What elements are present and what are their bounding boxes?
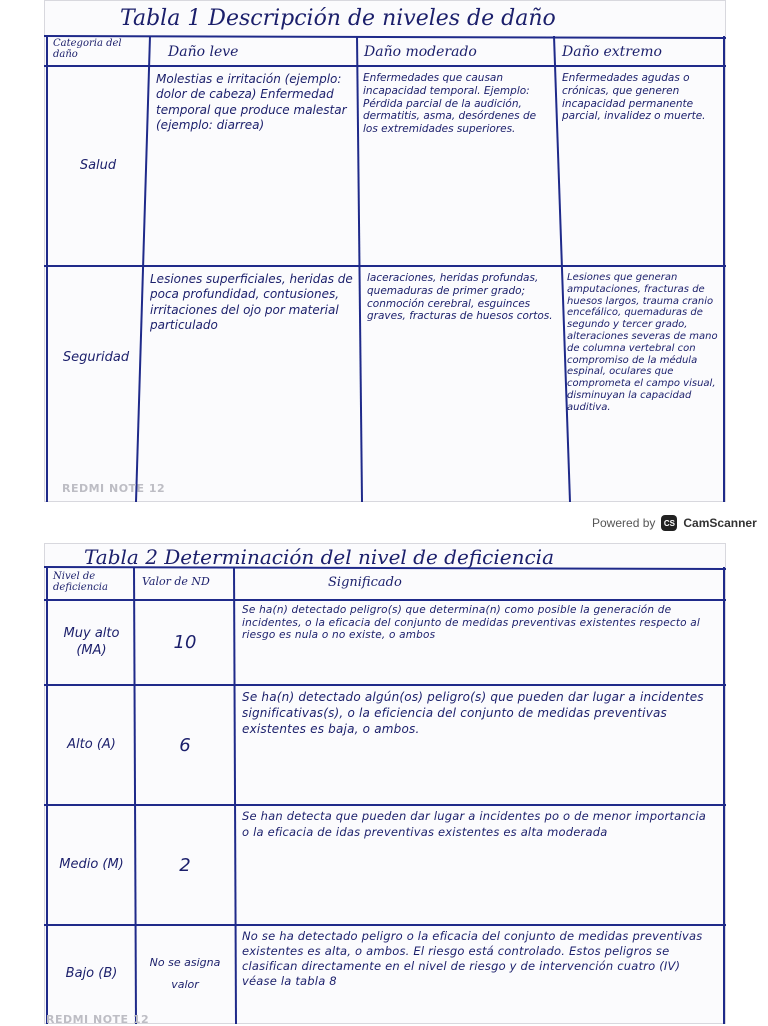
header-dano-moderado: Daño moderado: [364, 44, 477, 60]
camscanner-badge: [592, 511, 757, 535]
level-muy-alto: Muy alto (MA): [63, 626, 120, 658]
seguridad-leve: Lesiones superficiales, heridas de poca profundidad, contusiones, irritaciones del ojo por material particulado: [150, 272, 353, 333]
seguridad-moderado: laceraciones, heridas profundas, quemaduras de primer grado; conmoción cerebral, esguinces graves, fracturas de huesos cortos.: [367, 272, 553, 323]
level-alto: Alto (A): [67, 737, 116, 753]
header-dano-extremo: Daño extremo: [562, 44, 662, 60]
category-salud: Salud: [79, 157, 117, 173]
table-2-title: Tabla 2 Determinación del nivel de deficiencia: [84, 545, 554, 569]
table-1-title: Tabla 1 Descripción de niveles de daño: [120, 6, 556, 31]
header-dano-leve: Daño leve: [168, 44, 239, 60]
meaning-alto: Se ha(n) detectado algún(os) peligro(s) que pueden dar lugar a incidentes significativas(s), o la eficiencia del conjunto de medidas preventivas existentes es baja, o ambos.: [242, 690, 704, 737]
meaning-medio: Se han detecta que pueden dar lugar a incidentes po o de menor importancia o la eficacia de idas preventivas existentes es alta moderada: [242, 809, 707, 839]
camscanner-logo-icon: CS: [661, 515, 677, 531]
header-categoria: Categoria del daño: [53, 38, 122, 60]
header-significado: Significado: [328, 575, 402, 590]
value-alto: 6: [179, 734, 191, 756]
salud-extremo: Enfermedades agudas o crónicas, que generen incapacidad permanente parcial, invalidez o muerte.: [562, 72, 706, 123]
camscanner-name: CamScanner: [683, 516, 757, 530]
seguridad-extremo: Lesiones que generan amputaciones, fracturas de huesos largos, trauma cranio encefálico, quemaduras de segundo y tercer grado, alteraciones severas de mano de columna vertebral con compromiso de la médula espinal, oculares que comprometa el campo visual, disminuyan la capacidad auditiva.: [567, 272, 718, 413]
level-bajo: Bajo (B): [65, 965, 118, 981]
header-valor-nd: Valor de ND: [142, 575, 210, 588]
salud-moderado: Enfermedades que causan incapacidad temporal. Ejemplo: Pérdida parcial de la audición, dermatitis, asma, desórdenes de los extremidades superiores.: [363, 72, 537, 136]
salud-leve: Molestias e irritación (ejemplo: dolor de cabeza) Enfermedad temporal que produce malestar (ejemplo: diarrea): [156, 72, 347, 133]
level-medio: Medio (M): [59, 857, 124, 873]
table-1-photo: [44, 0, 726, 502]
category-seguridad: Seguridad: [62, 349, 130, 365]
meaning-bajo: No se ha detectado peligro o la eficacia del conjunto de medidas preventivas existentes es alta, o ambos. El riesgo está controlado. Estos peligros se clasifican directamente en el nivel de riesgo y de intervención cuatro (IV) véase la tabla 8: [242, 929, 703, 988]
meaning-muy-alto: Se ha(n) detectado peligro(s) que determina(n) como posible la generación de incidentes, o la eficacia del conjunto de medidas preventivas existentes respecto al riesgo es nula o no existe, o ambos: [242, 604, 701, 642]
header-nivel-deficiencia: Nivel de deficiencia: [53, 571, 108, 593]
value-bajo: No se asigna valor: [149, 956, 221, 991]
powered-by-label: Powered by: [592, 516, 656, 530]
value-muy-alto: 10: [173, 632, 197, 654]
value-medio: 2: [179, 854, 191, 876]
camera-watermark-2: REDMI NOTE 12: [46, 1013, 150, 1026]
table-2-photo: [44, 543, 726, 1024]
camera-watermark: REDMI NOTE 12: [62, 482, 166, 495]
